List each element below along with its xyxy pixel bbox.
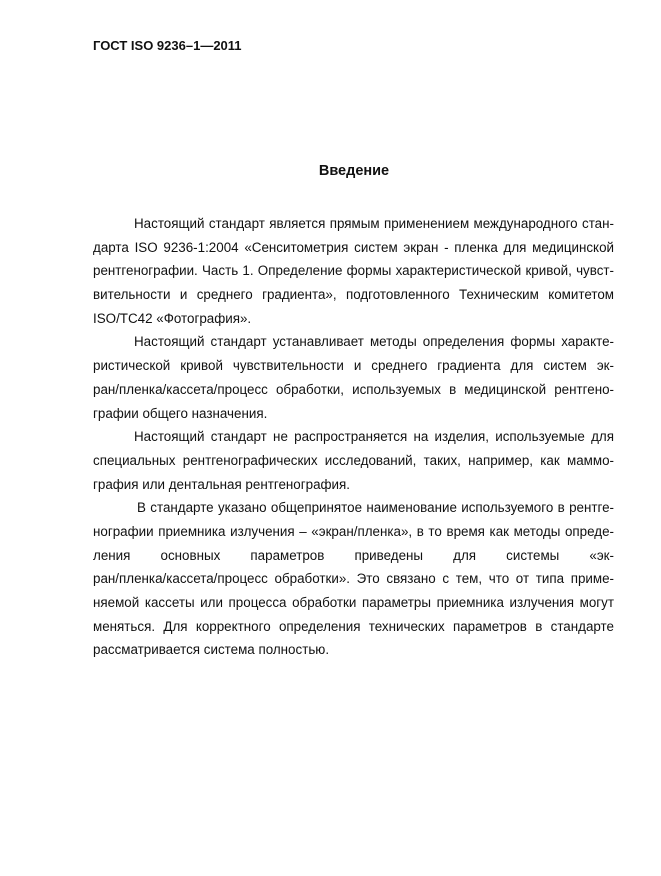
text-line: няемой кассеты или процесса обработки параметры приемника излучения могут (93, 595, 614, 610)
paragraph (93, 330, 614, 425)
text-line: ран/пленка/кассета/процесс обработки». Это связано с тем, что от типа приме- (93, 571, 614, 587)
section-title: Введение (318, 163, 390, 179)
text-line: меняться. Для корректного определения технических параметров в стандарте (93, 618, 614, 634)
text-line: графия или дентальная рентгенография. (93, 476, 350, 492)
text-line: Настоящий стандарт устанавливает методы определения формы характе- (134, 334, 614, 350)
paragraph (93, 425, 614, 496)
text-line: Настоящий стандарт не распространяется на изделия, используемые для (134, 429, 614, 445)
text-line: вительности и среднего градиента», подготовленного Техническим комитетом (93, 287, 614, 303)
paragraph (93, 212, 614, 330)
text-line: ран/пленка/кассета/процесс обработки, используемых в медицинской рентгено- (93, 381, 614, 397)
text-line: ления основных параметров приведены для системы «эк- (93, 547, 614, 563)
text-line: графии общего назначения. (93, 405, 268, 421)
document-header: ГОСТ ISO 9236–1—2011 (93, 38, 242, 53)
text-line: дарта ISO 9236-1:2004 «Сенситометрия систем экран - пленка для медицинской (93, 239, 614, 255)
text-line: рассматривается система полностью. (93, 642, 330, 658)
text-line: ристической кривой чувствительности и среднего градиента для систем эк- (93, 358, 614, 374)
text-line: специальных рентгенографических исследований, таких, например, как маммо- (93, 452, 614, 468)
text-line: ISO/TC42 «Фотография». (93, 310, 252, 326)
text-line: рентгенографии. Часть 1. Определение формы характеристической кривой, чувст- (93, 263, 614, 279)
text-line: В стандарте указано общепринятое наименование используемого в рентге- (137, 500, 614, 516)
paragraph (93, 496, 614, 662)
document-body (93, 212, 614, 662)
text-line: нографии приемника излучения – «экран/пленка», в то время как методы опреде- (93, 523, 614, 539)
text-line: Настоящий стандарт является прямым применением международного стан- (134, 216, 614, 231)
